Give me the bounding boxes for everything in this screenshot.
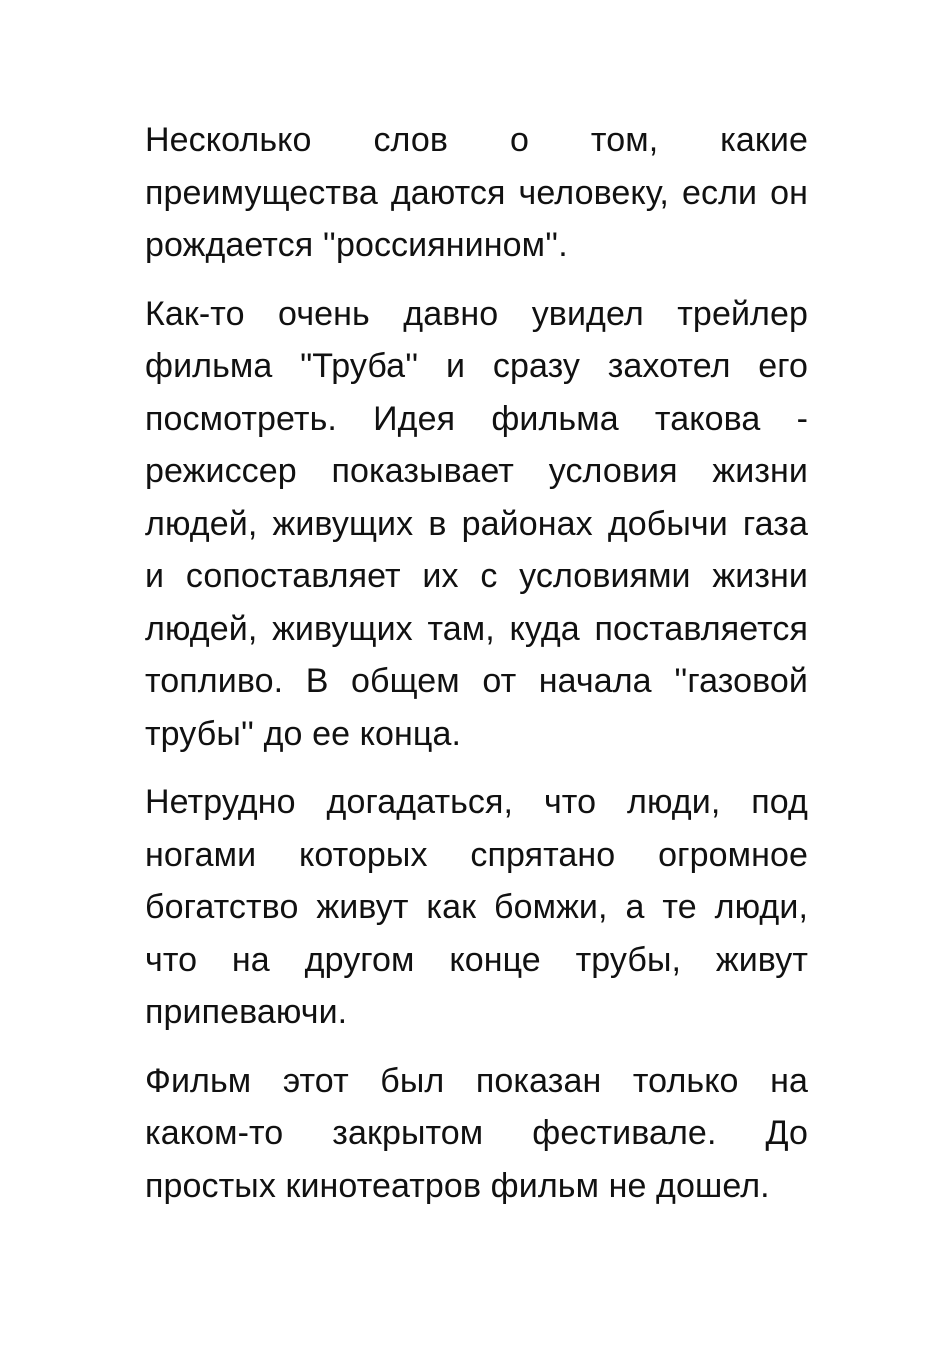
paragraph-film-trailer: Как-то очень давно увидел трейлер фильма "Труба'' и сразу захотел его посмотреть. Идея фильма такова - режиссер показывает условия жизни людей, живущих в районах добычи газа и сопоставляет их с условиями жизни людей, живущих там, куда поставляется топливо. В общем от начала ''газовой трубы'' до ее конца. <box>145 294 808 753</box>
paragraph-intro: Несколько слов о том, какие преимущества даются человеку, если он рождается ''россиянином''. <box>145 121 808 264</box>
paragraph-festival: Фильм этот был показан только на каком-то закрытом фестивале. До простых кинотеатров фильм не дошел. <box>145 1061 808 1205</box>
document-body <box>145 114 808 1228</box>
paragraph-contrast: Нетрудно догадаться, что люди, под ногами которых спрятано огромное богатство живут как бомжи, а те люди, что на другом конце трубы, живут припеваючи. <box>145 783 808 1031</box>
